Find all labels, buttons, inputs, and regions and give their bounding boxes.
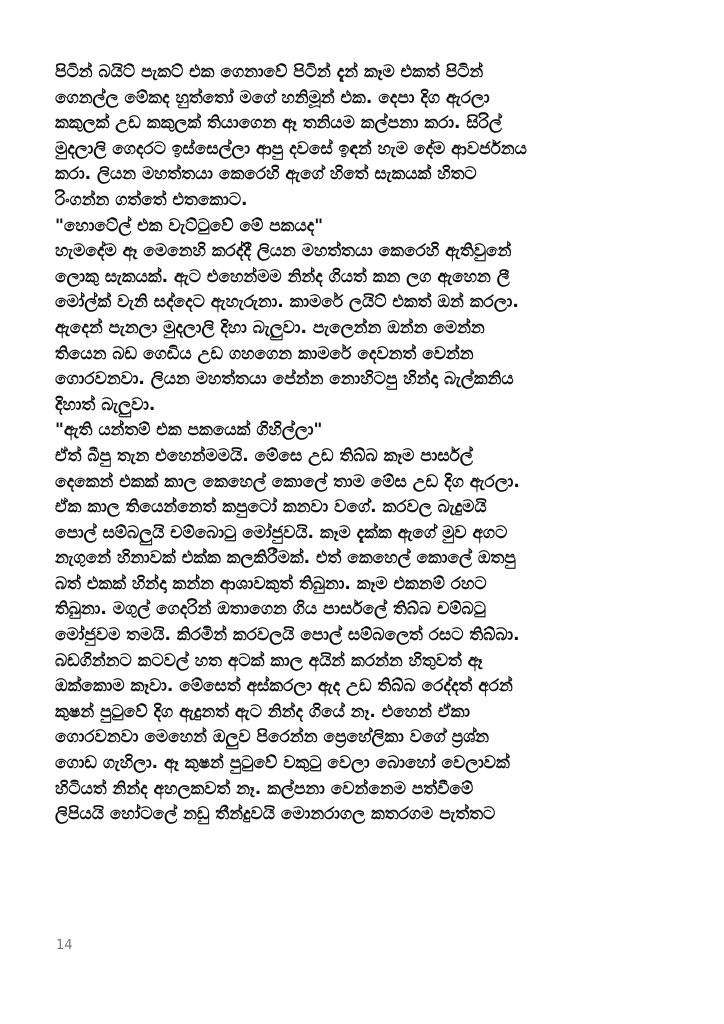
text-line: මෝජුවම තමයි. කිරමින් කරවලයි පොල් සම්බලෙත් රසට තිබ්බා. <box>55 625 520 646</box>
text-line: ඇදෙන් පැනලා මුදලාලි දිහා බැලුවා. පැලෙන්න ඔන්න මෙන්න <box>55 317 485 338</box>
text-line: ලොකු සැකයක්. ඇට එහෙන්මම නින්ද ගියත් කන ලග ඇහෙන ලී <box>55 266 510 287</box>
text-line: හිටියත් නින්ද අහලකවත් නෑ. කල්පනා වෙන්නෙම පත්වීමේ <box>55 778 474 799</box>
text-line: ගොඩ ගැහිලා. ඈ කුෂන් පුටුවේ වකුටු වෙලා බොහෝ වෙලාවක් <box>55 753 510 774</box>
text-line: තියෙන බඩ ගෙඩිය උඩ ගහගෙන කාමරේ දෙවනත් වෙන්න <box>55 343 474 364</box>
text-line: හැමදේම ඈ මෙනෙහි කරද්දී ලියන මහත්තයා කෙරෙහි ඇතිවුනේ <box>55 241 512 262</box>
text-line: කුෂන් පුටුවේ දිග ඇදුනත් ඇට නින්ද ගියේ නෑ. එහෙන් ඒකා <box>55 701 470 722</box>
text-line: ඒක කාල තියෙන්නෙත් කපුටෝ කනවා වගේ. කරවල බැදුමයි <box>55 497 487 518</box>
text-line: පොල් සම්බලුයි චම්බොටු මෝජුවයි. කෑම දැක්ක ඇගේ මුව අගට <box>55 522 508 543</box>
text-line: බඩගින්නට කටවල් හත අටක් කාල අයින් කරන්න හිතුවත් ඈ <box>55 650 483 671</box>
text-line: ලිපියයි හෝටලේ නඩු තීන්දුවයි මොනරාගල කතරගම පැත්තට <box>55 804 496 825</box>
text-line: ගෙනල්ල මේකද හුත්තෝ මගේ හනිමූන් එක. දෙපා දිග ඇරලා <box>55 87 490 108</box>
text-line: බත් එකක් හින්දා කන්න ආශාවකුත් තිබුනා. කෑම එකනම් රහට <box>55 573 487 594</box>
text-line: ගොරවනවා. ලියන මහත්තයා පේන්න නොහිටපු හින්දා බැල්කනිය <box>55 369 514 390</box>
text-line: ඒත් බීපු තැන එහෙන්මමයි. මේසෙ උඩ තිබ්බ කෑම පාර්සල් <box>55 445 473 466</box>
text-line: දෙකෙන් එකක් කාල කෙහෙල් කොලේ තාම මේස උඩ දිග ඇරලා. <box>55 471 520 492</box>
text-line: "ඇති යන්තම් එක පකයෙක් ගිහිල්ලා" <box>55 420 323 441</box>
page-number: 14 <box>56 938 73 953</box>
text-line: දිහාත් බැලුවා. <box>55 394 156 415</box>
body-text <box>55 60 703 828</box>
text-line: නැගුනේ හිනාවක් එක්ක කලකිරීමක්. එත් කෙහෙල් කොලේ ඔතපු <box>55 548 516 569</box>
text-line: තිබුනා. මගුල් ගෙදරින් ඔතාගෙන ගිය පාර්සලේ තිබ්බ චම්බටු <box>55 599 486 620</box>
text-line: "හොටේල් එක වැට්ටුවේ මේ පකයද" <box>55 215 324 236</box>
text-line: ඔක්කොම කෑවා. මේසෙත් අස්කරලා ඇද උඩ තිබ්බ රෙද්දත් අරන් <box>55 676 513 697</box>
text-line: ගොරවනවා මෙහෙන් ඔලුව පිරෙන්න ප්‍රෙහේලිකා වගේ ප්‍රශ්න <box>55 727 490 748</box>
text-line: කකුලක් උඩ කකුලක් තියාගෙන ඈ තනියම කල්පනා කරා. සිරිල් <box>55 113 502 134</box>
text-line: පිටින් බයිට් පැකට් එක ගෙනාවේ පිටින් දැන් කෑම එකත් පිටින් <box>55 62 484 82</box>
text-line: කරා. ලියන මහත්තයා කෙරෙහි ඇගේ හිතේ සැකයක් හිතට <box>55 164 477 185</box>
text-line: මුදලාලි ගෙදරට ඉස්සෙල්ලා ආපු දවසේ ඉඳන් හැම දේම ආවර්ජනය <box>55 138 527 159</box>
text-line: රිංගන්න ගත්තේ එතකොට. <box>55 189 248 210</box>
text-line: මෝල්ක් වැනි සද්දෙට ඇහැරුනා. කාමරේ ලයිට් එකත් ඔන් කරලා. <box>55 292 519 313</box>
